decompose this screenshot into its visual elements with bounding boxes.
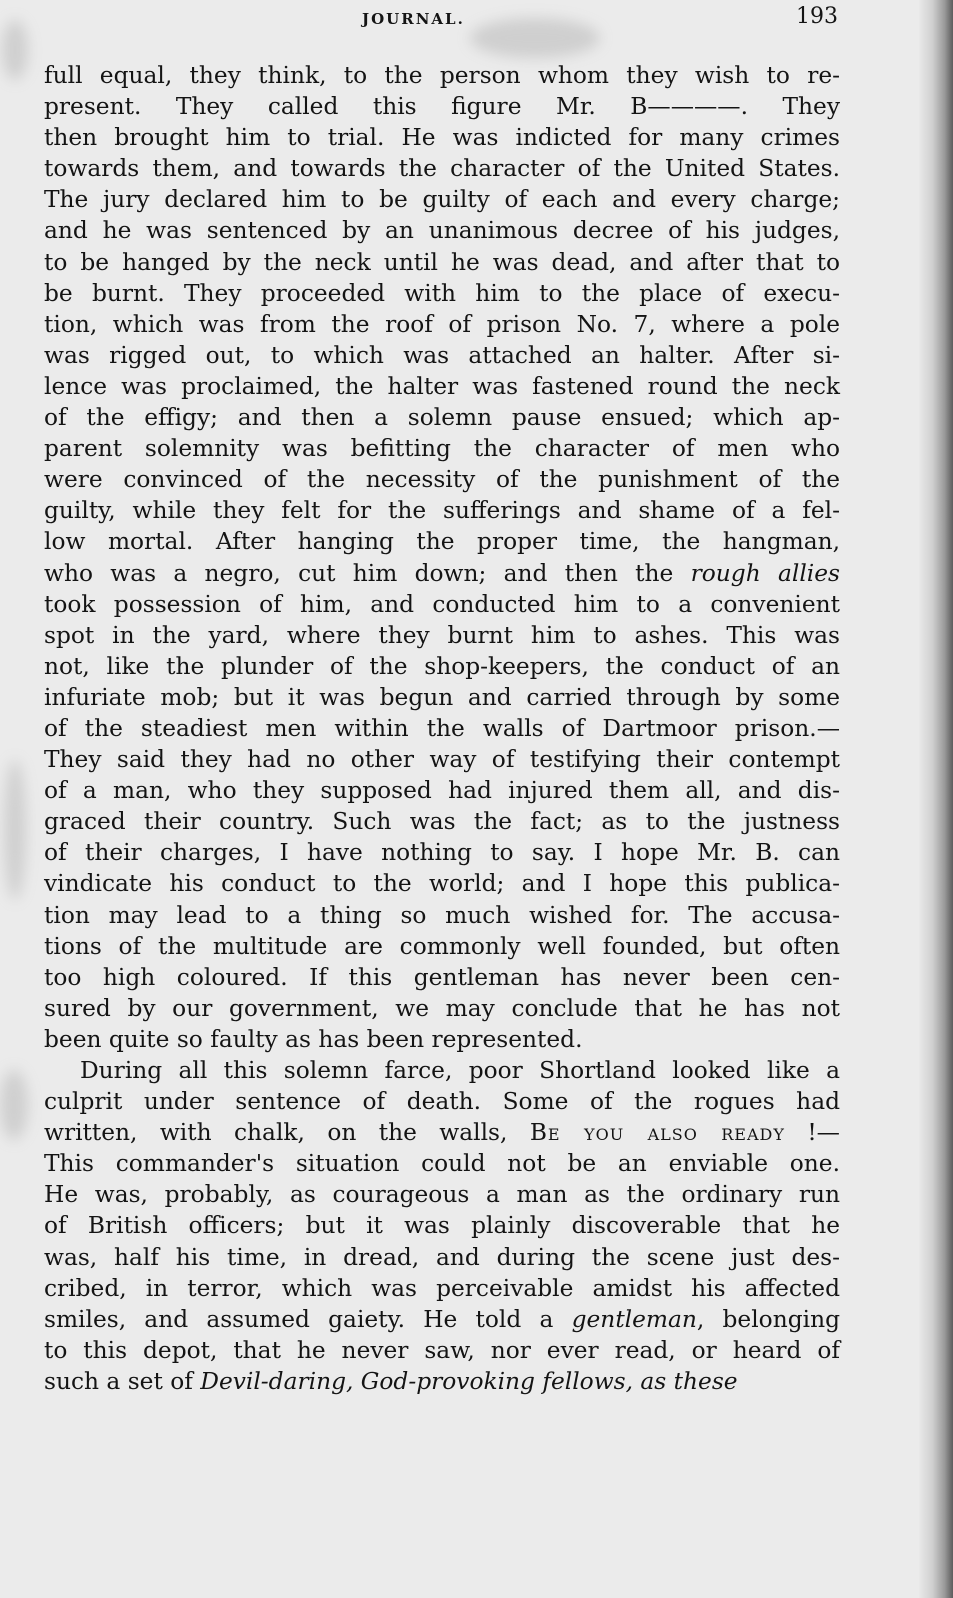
text-line — [44, 340, 840, 371]
text-segment: be burnt. They proceeded with him to the place of execu- — [44, 279, 840, 307]
text-segment: , belonging — [696, 1305, 840, 1333]
text-line — [44, 278, 840, 309]
text-line — [44, 1179, 840, 1210]
text-segment: and he was sentenced by an unanimous decree of his judges, — [44, 217, 840, 245]
text-segment: sured by our government, we may conclude that he has not — [44, 994, 840, 1022]
text-line — [44, 1210, 840, 1241]
text-line — [44, 371, 840, 402]
paragraph — [44, 1055, 840, 1397]
text-segment: written, with chalk, on the walls, — [44, 1119, 530, 1147]
text-segment: was, half his time, in dread, and during the scene just des- — [44, 1243, 840, 1271]
small-caps-text: Be you also ready — [529, 1119, 785, 1147]
text-line — [44, 526, 840, 557]
text-line — [44, 993, 840, 1024]
text-line — [44, 91, 840, 122]
text-line — [44, 1117, 840, 1148]
text-segment: present. They called this figure Mr. B————. They — [44, 93, 840, 121]
text-line — [44, 402, 840, 433]
text-line — [44, 651, 840, 682]
text-segment: tion, which was from the roof of prison No. 7, where a pole — [44, 310, 840, 338]
text-segment: guilty, while they felt for the sufferings and shame of a fel- — [44, 497, 840, 525]
text-segment: who was a negro, cut him down; and then the — [44, 559, 691, 587]
text-segment: low mortal. After hanging the proper time, the hangman, — [44, 528, 840, 556]
text-segment: then brought him to trial. He was indicted for many crimes — [44, 124, 840, 152]
text-line — [44, 558, 840, 589]
text-line — [44, 1055, 840, 1086]
text-segment: tion may lead to a thing so much wished for. The accusa- — [44, 901, 840, 929]
ink-smudge — [4, 760, 26, 900]
text-segment: of British officers; but it was plainly discoverable that he — [44, 1212, 840, 1240]
text-segment: He was, probably, as courageous a man as the ordinary run — [44, 1181, 840, 1209]
text-line — [44, 962, 840, 993]
text-line — [44, 495, 840, 526]
text-segment: of the effigy; and then a solemn pause ensued; which ap- — [44, 404, 840, 432]
running-header — [0, 4, 953, 34]
text-line — [44, 60, 840, 91]
text-line — [44, 775, 840, 806]
text-segment: During all this solemn farce, poor Shortland looked like a — [80, 1057, 840, 1084]
text-line — [44, 1148, 840, 1179]
text-segment: not, like the plunder of the shop-keepers, the conduct of an — [44, 652, 840, 680]
text-segment: vindicate his conduct to the world; and I hope this publica- — [44, 870, 840, 898]
text-segment: The jury declared him to be guilty of each and every charge; — [44, 186, 840, 214]
italic-text: Devil-daring, God-provoking fellows, as these — [200, 1367, 738, 1395]
text-line — [44, 1024, 840, 1055]
text-line — [44, 464, 840, 495]
text-segment: been quite so faulty as has been represented. — [44, 1025, 583, 1053]
text-segment: They said they had no other way of testifying their contempt — [44, 746, 840, 774]
text-segment: lence was proclaimed, the halter was fastened round the neck — [44, 372, 840, 400]
page-edge-shadow — [919, 0, 953, 1598]
text-segment: smiles, and assumed gaiety. He told a — [44, 1305, 572, 1333]
text-segment: towards them, and towards the character of the United States. — [44, 155, 840, 183]
text-segment: tions of the multitude are commonly well founded, but often — [44, 932, 840, 960]
text-line — [44, 682, 840, 713]
text-line — [44, 1273, 840, 1304]
text-segment: full equal, they think, to the person whom they wish to re- — [44, 62, 840, 89]
text-segment: This commander's situation could not be an enviable one. — [44, 1150, 840, 1178]
text-line — [44, 1242, 840, 1273]
text-line — [44, 900, 840, 931]
text-segment: of their charges, I have nothing to say. I hope Mr. B. can — [44, 839, 840, 867]
text-segment: culprit under sentence of death. Some of the rogues had — [44, 1088, 840, 1116]
text-segment: infuriate mob; but it was begun and carried through by some — [44, 683, 840, 711]
italic-text: rough allies — [690, 559, 840, 587]
text-segment: parent solemnity was befitting the character of men who — [44, 435, 840, 463]
text-segment: cribed, in terror, which was perceivable amidst his affected — [44, 1274, 840, 1302]
text-segment: such a set of — [44, 1367, 201, 1395]
text-segment: spot in the yard, where they burnt him to ashes. This was — [44, 621, 840, 649]
text-segment: of a man, who they supposed had injured them all, and dis- — [44, 777, 840, 805]
text-line — [44, 153, 840, 184]
page-number: 193 — [796, 4, 838, 29]
text-line — [44, 1304, 840, 1335]
body-text — [44, 60, 840, 1397]
text-line — [44, 589, 840, 620]
running-title: JOURNAL. — [362, 10, 465, 28]
text-line — [44, 247, 840, 278]
text-segment: of the steadiest men within the walls of Dartmoor prison.— — [44, 714, 840, 742]
text-line — [44, 620, 840, 651]
text-line — [44, 1086, 840, 1117]
text-segment: to be hanged by the neck until he was dead, and after that to — [44, 248, 840, 276]
text-line — [44, 868, 840, 899]
text-segment: too high coloured. If this gentleman has never been cen- — [44, 963, 840, 991]
text-line — [44, 433, 840, 464]
text-line — [44, 837, 840, 868]
text-segment: was rigged out, to which was attached an halter. After si- — [44, 341, 840, 369]
text-segment: to this depot, that he never saw, nor ever read, or heard of — [44, 1336, 840, 1364]
ink-smudge — [0, 1070, 28, 1140]
text-line — [44, 1366, 840, 1397]
text-line — [44, 309, 840, 340]
text-line — [44, 122, 840, 153]
text-line — [44, 713, 840, 744]
italic-text: gentleman — [571, 1305, 697, 1333]
text-line — [44, 184, 840, 215]
text-segment: !— — [784, 1119, 840, 1147]
text-line — [44, 215, 840, 246]
text-segment: were convinced of the necessity of the punishment of the — [44, 466, 840, 494]
text-line — [44, 806, 840, 837]
text-line — [44, 744, 840, 775]
text-segment: took possession of him, and conducted him to a convenient — [44, 590, 840, 618]
text-segment: graced their country. Such was the fact; as to the justness — [44, 808, 840, 836]
paragraph — [44, 60, 840, 1055]
text-line — [44, 1335, 840, 1366]
text-line — [44, 931, 840, 962]
